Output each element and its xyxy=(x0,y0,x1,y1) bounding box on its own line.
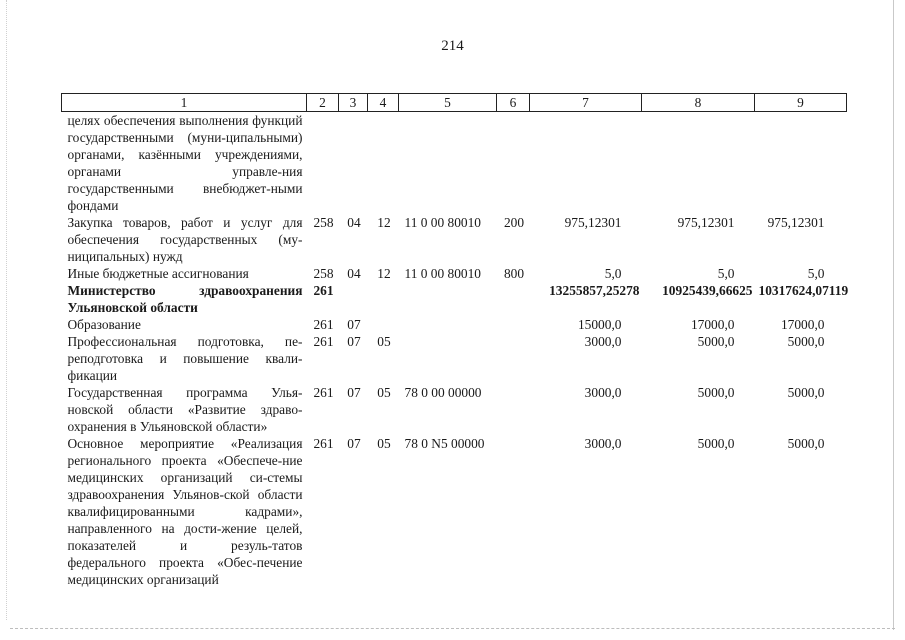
amount-col8: 5000,0 xyxy=(697,385,735,400)
expense-type-code xyxy=(497,282,530,316)
expense-type-code: 200 xyxy=(503,215,525,230)
target-article-code xyxy=(399,282,497,316)
table-row xyxy=(62,282,847,316)
item-name: Образование xyxy=(67,317,141,332)
item-name: Закупка товаров, работ и услуг для обеспечения государственных (му-ниципальных) нужд xyxy=(67,215,303,264)
amount-col8: 5,0 xyxy=(717,266,735,281)
subsection-code: 12 xyxy=(377,215,391,230)
table-row xyxy=(62,333,847,384)
subsection-code: 12 xyxy=(377,266,391,281)
expense-type-code xyxy=(497,333,530,384)
column-header: 2 xyxy=(307,94,339,112)
amount-col8: 17000,0 xyxy=(690,317,735,332)
ministry-code: 258 xyxy=(313,215,334,230)
column-header: 5 xyxy=(399,94,497,112)
target-article-code: 11 0 00 80010 xyxy=(404,266,481,281)
subsection-code: 05 xyxy=(377,436,391,451)
target-article-code xyxy=(399,112,497,215)
table-row xyxy=(62,384,847,435)
item-name: Государственная программа Улья-новской области «Развитие здраво-охранения в Ульяновской области» xyxy=(67,385,303,434)
section-code: 07 xyxy=(347,317,361,332)
column-number-row xyxy=(62,94,847,112)
section-code xyxy=(339,282,368,316)
amount-col7: 3000,0 xyxy=(584,436,622,451)
section-code: 04 xyxy=(347,215,361,230)
amount-col7: 3000,0 xyxy=(584,334,622,349)
column-header: 9 xyxy=(755,94,847,112)
amount-col7: 13255857,25278 xyxy=(549,283,640,298)
amount-col7 xyxy=(530,112,642,215)
scan-edge-bottom xyxy=(10,628,895,629)
amount-col8: 10925439,66625 xyxy=(662,283,753,298)
amount-col9: 5000,0 xyxy=(787,334,825,349)
column-header: 6 xyxy=(497,94,530,112)
column-header: 7 xyxy=(530,94,642,112)
subsection-code: 05 xyxy=(377,334,391,349)
expense-type-code xyxy=(497,316,530,333)
amount-col9: 10317624,07119 xyxy=(758,283,849,298)
amount-col9: 5000,0 xyxy=(787,436,825,451)
amount-col8 xyxy=(642,112,755,215)
ministry-code: 261 xyxy=(313,436,334,451)
amount-col8: 5000,0 xyxy=(697,436,735,451)
section-code: 07 xyxy=(347,436,361,451)
target-article-code xyxy=(399,333,497,384)
target-article-code: 78 0 00 00000 xyxy=(404,385,482,400)
scan-edge-right xyxy=(893,0,894,630)
scan-edge-left xyxy=(6,0,7,620)
table-row xyxy=(62,112,847,215)
amount-col7: 5,0 xyxy=(604,266,622,281)
subsection-code xyxy=(368,282,399,316)
subsection-code xyxy=(368,316,399,333)
ministry-code: 261 xyxy=(313,385,334,400)
subsection-code: 05 xyxy=(377,385,391,400)
amount-col9 xyxy=(755,112,847,215)
item-name: Министерство здравоохранения Ульяновской области xyxy=(67,283,303,315)
expense-type-code: 800 xyxy=(503,266,525,281)
amount-col9: 5000,0 xyxy=(787,385,825,400)
table-row xyxy=(62,214,847,265)
section-code: 07 xyxy=(347,385,361,400)
item-name: Основное мероприятие «Реализация регионального проекта «Обеспече-ние медицинских организаций си-стемы здравоохранения Ульянов-ской области квалифицированными кадрами», направленного на дости-жение целей, показателей и резуль-татов федерального проекта «Обес-печение медицинских организаций xyxy=(67,436,303,587)
target-article-code: 78 0 N5 00000 xyxy=(404,436,485,451)
ministry-code: 261 xyxy=(313,334,334,349)
item-name: Иные бюджетные ассигнования xyxy=(67,266,249,281)
ministry-code: 261 xyxy=(313,283,334,298)
amount-col9: 17000,0 xyxy=(780,317,825,332)
subsection-code xyxy=(368,112,399,215)
item-name: целях обеспечения выполнения функций государственными (муни-ципальными) органами, казёнными учреждениями, органами управле-ния государственными внебюджет-ными фондами xyxy=(67,113,303,213)
expense-type-code xyxy=(497,384,530,435)
amount-col8: 975,12301 xyxy=(677,215,735,230)
column-header: 3 xyxy=(339,94,368,112)
section-code: 04 xyxy=(347,266,361,281)
ministry-code xyxy=(307,112,339,215)
column-header: 8 xyxy=(642,94,755,112)
target-article-code: 11 0 00 80010 xyxy=(404,215,481,230)
expense-type-code xyxy=(497,435,530,588)
table-row xyxy=(62,316,847,333)
item-name: Профессиональная подготовка, пе-реподготовка и повышение квали-фикации xyxy=(67,334,303,383)
table-row xyxy=(62,435,847,588)
target-article-code xyxy=(399,316,497,333)
ministry-code: 258 xyxy=(313,266,334,281)
expense-type-code xyxy=(497,112,530,215)
column-header: 4 xyxy=(368,94,399,112)
amount-col7: 975,12301 xyxy=(564,215,622,230)
section-code xyxy=(339,112,368,215)
amount-col8: 5000,0 xyxy=(697,334,735,349)
ministry-code: 261 xyxy=(313,317,334,332)
column-header: 1 xyxy=(62,94,307,112)
page-number: 214 xyxy=(441,38,464,54)
amount-col9: 975,12301 xyxy=(767,215,825,230)
amount-col9: 5,0 xyxy=(807,266,825,281)
budget-table xyxy=(61,93,847,588)
section-code: 07 xyxy=(347,334,361,349)
amount-col7: 3000,0 xyxy=(584,385,622,400)
amount-col7: 15000,0 xyxy=(577,317,622,332)
table-row xyxy=(62,265,847,282)
